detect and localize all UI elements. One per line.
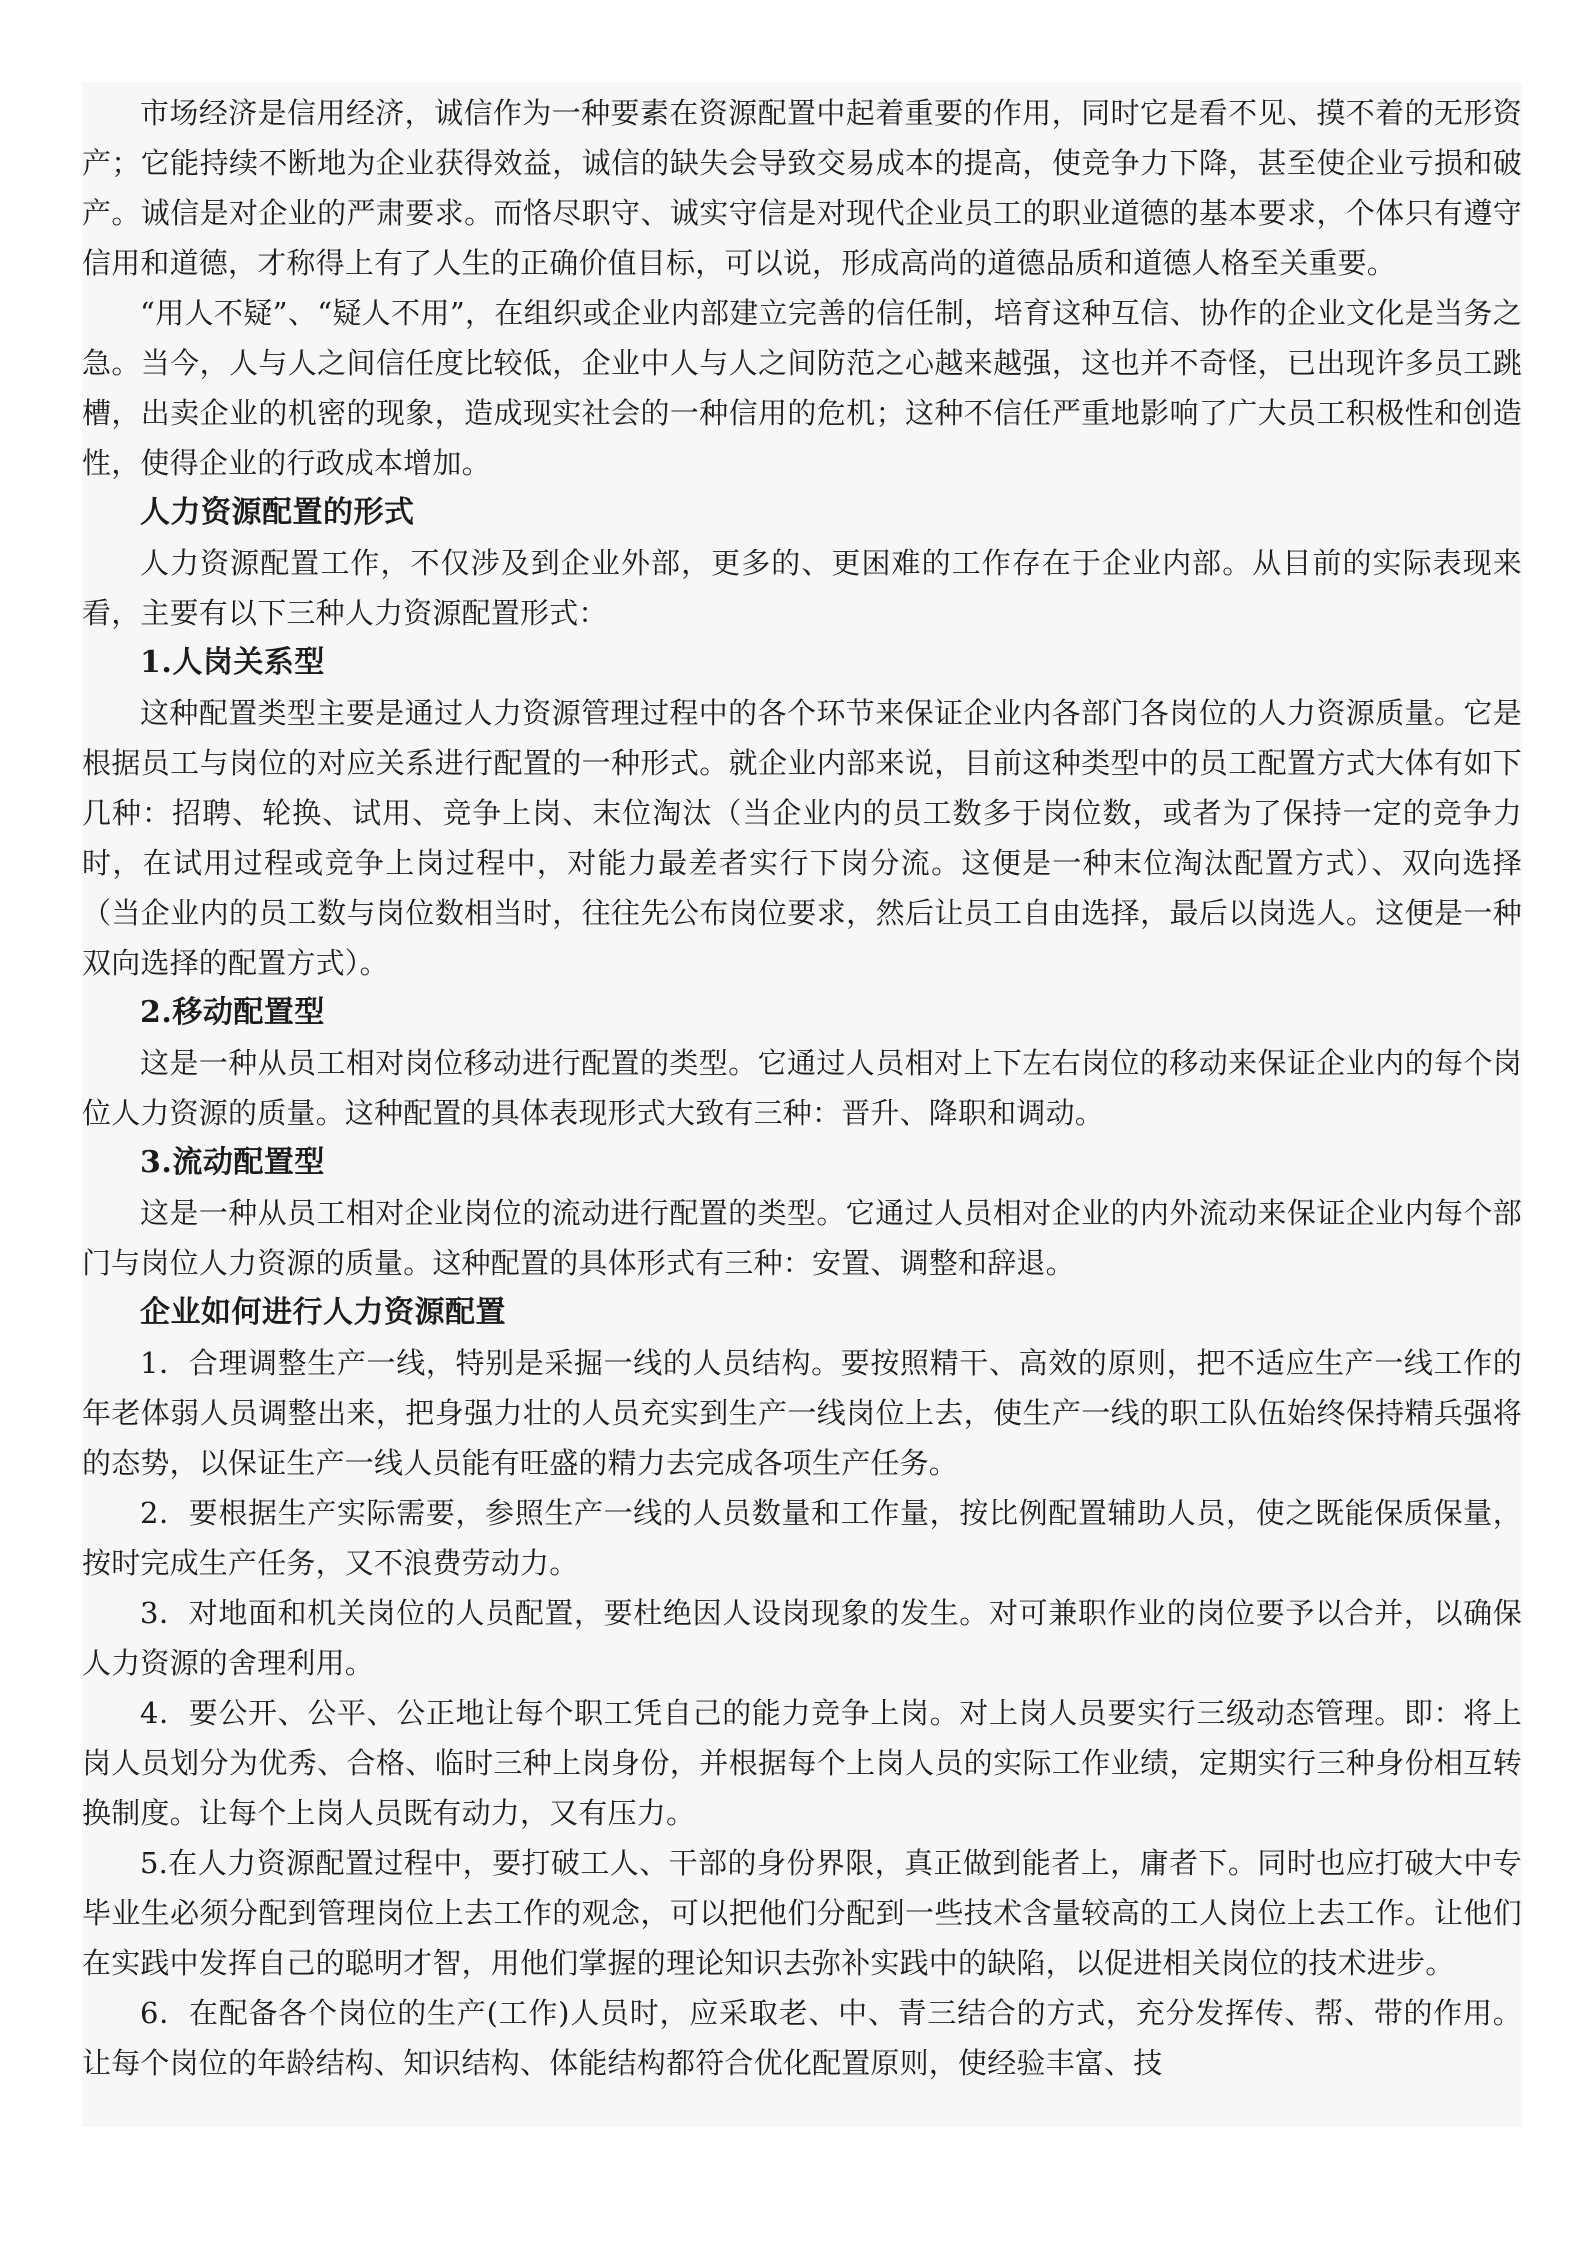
paragraph-point-3: 3．对地面和机关岗位的人员配置，要杜绝因人设岗现象的发生。对可兼职作业的岗位要予以合并，以确保人力资源的舍理利用。: [82, 1596, 1522, 1680]
paragraph-point-1: 1．合理调整生产一线，特别是采掘一线的人员结构。要按照精干、高效的原则，把不适应生产一线工作的年老体弱人员调整出来，把身强力壮的人员充实到生产一线岗位上去，使生产一线的职工队伍始终保持精兵强将的态势，以保证生产一线人员能有旺盛的精力去完成各项生产任务。: [82, 1346, 1522, 1480]
paragraph-point-6: 6．在配备各个岗位的生产(工作)人员时，应采取老、中、青三结合的方式，充分发挥传、帮、带的作用。让每个岗位的年龄结构、知识结构、体能结构都符合优化配置原则，使经验丰富、技: [82, 1996, 1522, 2080]
paragraph-flow-type: 这是一种从员工相对企业岗位的流动进行配置的类型。它通过人员相对企业的内外流动来保证企业内每个部门与岗位人力资源的质量。这种配置的具体形式有三种：安置、调整和辞退。: [82, 1196, 1522, 1280]
subheading-mobility-type: 2.移动配置型: [140, 995, 325, 1030]
paragraph-point-2: 2．要根据生产实际需要，参照生产一线的人员数量和工作量，按比例配置辅助人员，使之既能保质保量，按时完成生产任务，又不浪费劳动力。: [82, 1496, 1522, 1580]
subheading-person-post-type: 1.人岗关系型: [140, 645, 325, 680]
paragraph-allocation-intro: 人力资源配置工作，不仅涉及到企业外部，更多的、更困难的工作存在于企业内部。从目前的实际表现来看，主要有以下三种人力资源配置形式：: [82, 546, 1522, 630]
paragraph-point-5: 5.在人力资源配置过程中，要打破工人、干部的身份界限，真正做到能者上，庸者下。同时也应打破大中专毕业生必须分配到管理岗位上去工作的观念，可以把他们分配到一些技术含量较高的工人岗位上去工作。让他们在实践中发挥自己的聪明才智，用他们掌握的理论知识去弥补实践中的缺陷，以促进相关岗位的技术进步。: [82, 1846, 1522, 1980]
paragraph-mobility-type: 这是一种从员工相对岗位移动进行配置的类型。它通过人员相对上下左右岗位的移动来保证企业内的每个岗位人力资源的质量。这种配置的具体表现形式大致有三种：晋升、降职和调动。: [82, 1046, 1522, 1130]
paragraph-trust-system: “用人不疑”、“疑人不用”，在组织或企业内部建立完善的信任制，培育这种互信、协作的企业文化是当务之急。当今，人与人之间信任度比较低，企业中人与人之间防范之心越来越强，这也并不奇怪，已出现许多员工跳槽，出卖企业的机密的现象，造成现实社会的一种信用的危机；这种不信任严重地影响了广大员工积极性和创造性，使得企业的行政成本增加。: [82, 296, 1522, 480]
document-page: [82, 82, 1522, 2127]
section-heading-how-to-allocate: 企业如何进行人力资源配置: [140, 1295, 506, 1330]
paragraph-credit-economy: 市场经济是信用经济，诚信作为一种要素在资源配置中起着重要的作用，同时它是看不见、摸不着的无形资产；它能持续不断地为企业获得效益，诚信的缺失会导致交易成本的提高，使竞争力下降，甚至使企业亏损和破产。诚信是对企业的严肃要求。而恪尽职守、诚实守信是对现代企业员工的职业道德的基本要求，个体只有遵守信用和道德，才称得上有了人生的正确价值目标，可以说，形成高尚的道德品质和道德人格至关重要。: [82, 96, 1522, 280]
section-heading-allocation-forms: 人力资源配置的形式: [140, 495, 415, 530]
subheading-flow-type: 3.流动配置型: [140, 1145, 325, 1180]
paragraph-point-4: 4．要公开、公平、公正地让每个职工凭自己的能力竞争上岗。对上岗人员要实行三级动态管理。即：将上岗人员划分为优秀、合格、临时三种上岗身份，并根据每个上岗人员的实际工作业绩，定期实行三种身份相互转换制度。让每个上岗人员既有动力，又有压力。: [82, 1696, 1522, 1830]
paragraph-person-post-type: 这种配置类型主要是通过人力资源管理过程中的各个环节来保证企业内各部门各岗位的人力资源质量。它是根据员工与岗位的对应关系进行配置的一种形式。就企业内部来说，目前这种类型中的员工配置方式大体有如下几种：招聘、轮换、试用、竞争上岗、末位淘汰（当企业内的员工数多于岗位数，或者为了保持一定的竞争力时，在试用过程或竞争上岗过程中，对能力最差者实行下岗分流。这便是一种末位淘汰配置方式）、双向选择（当企业内的员工数与岗位数相当时，往往先公布岗位要求，然后让员工自由选择，最后以岗选人。这便是一种双向选择的配置方式）。: [82, 696, 1522, 980]
